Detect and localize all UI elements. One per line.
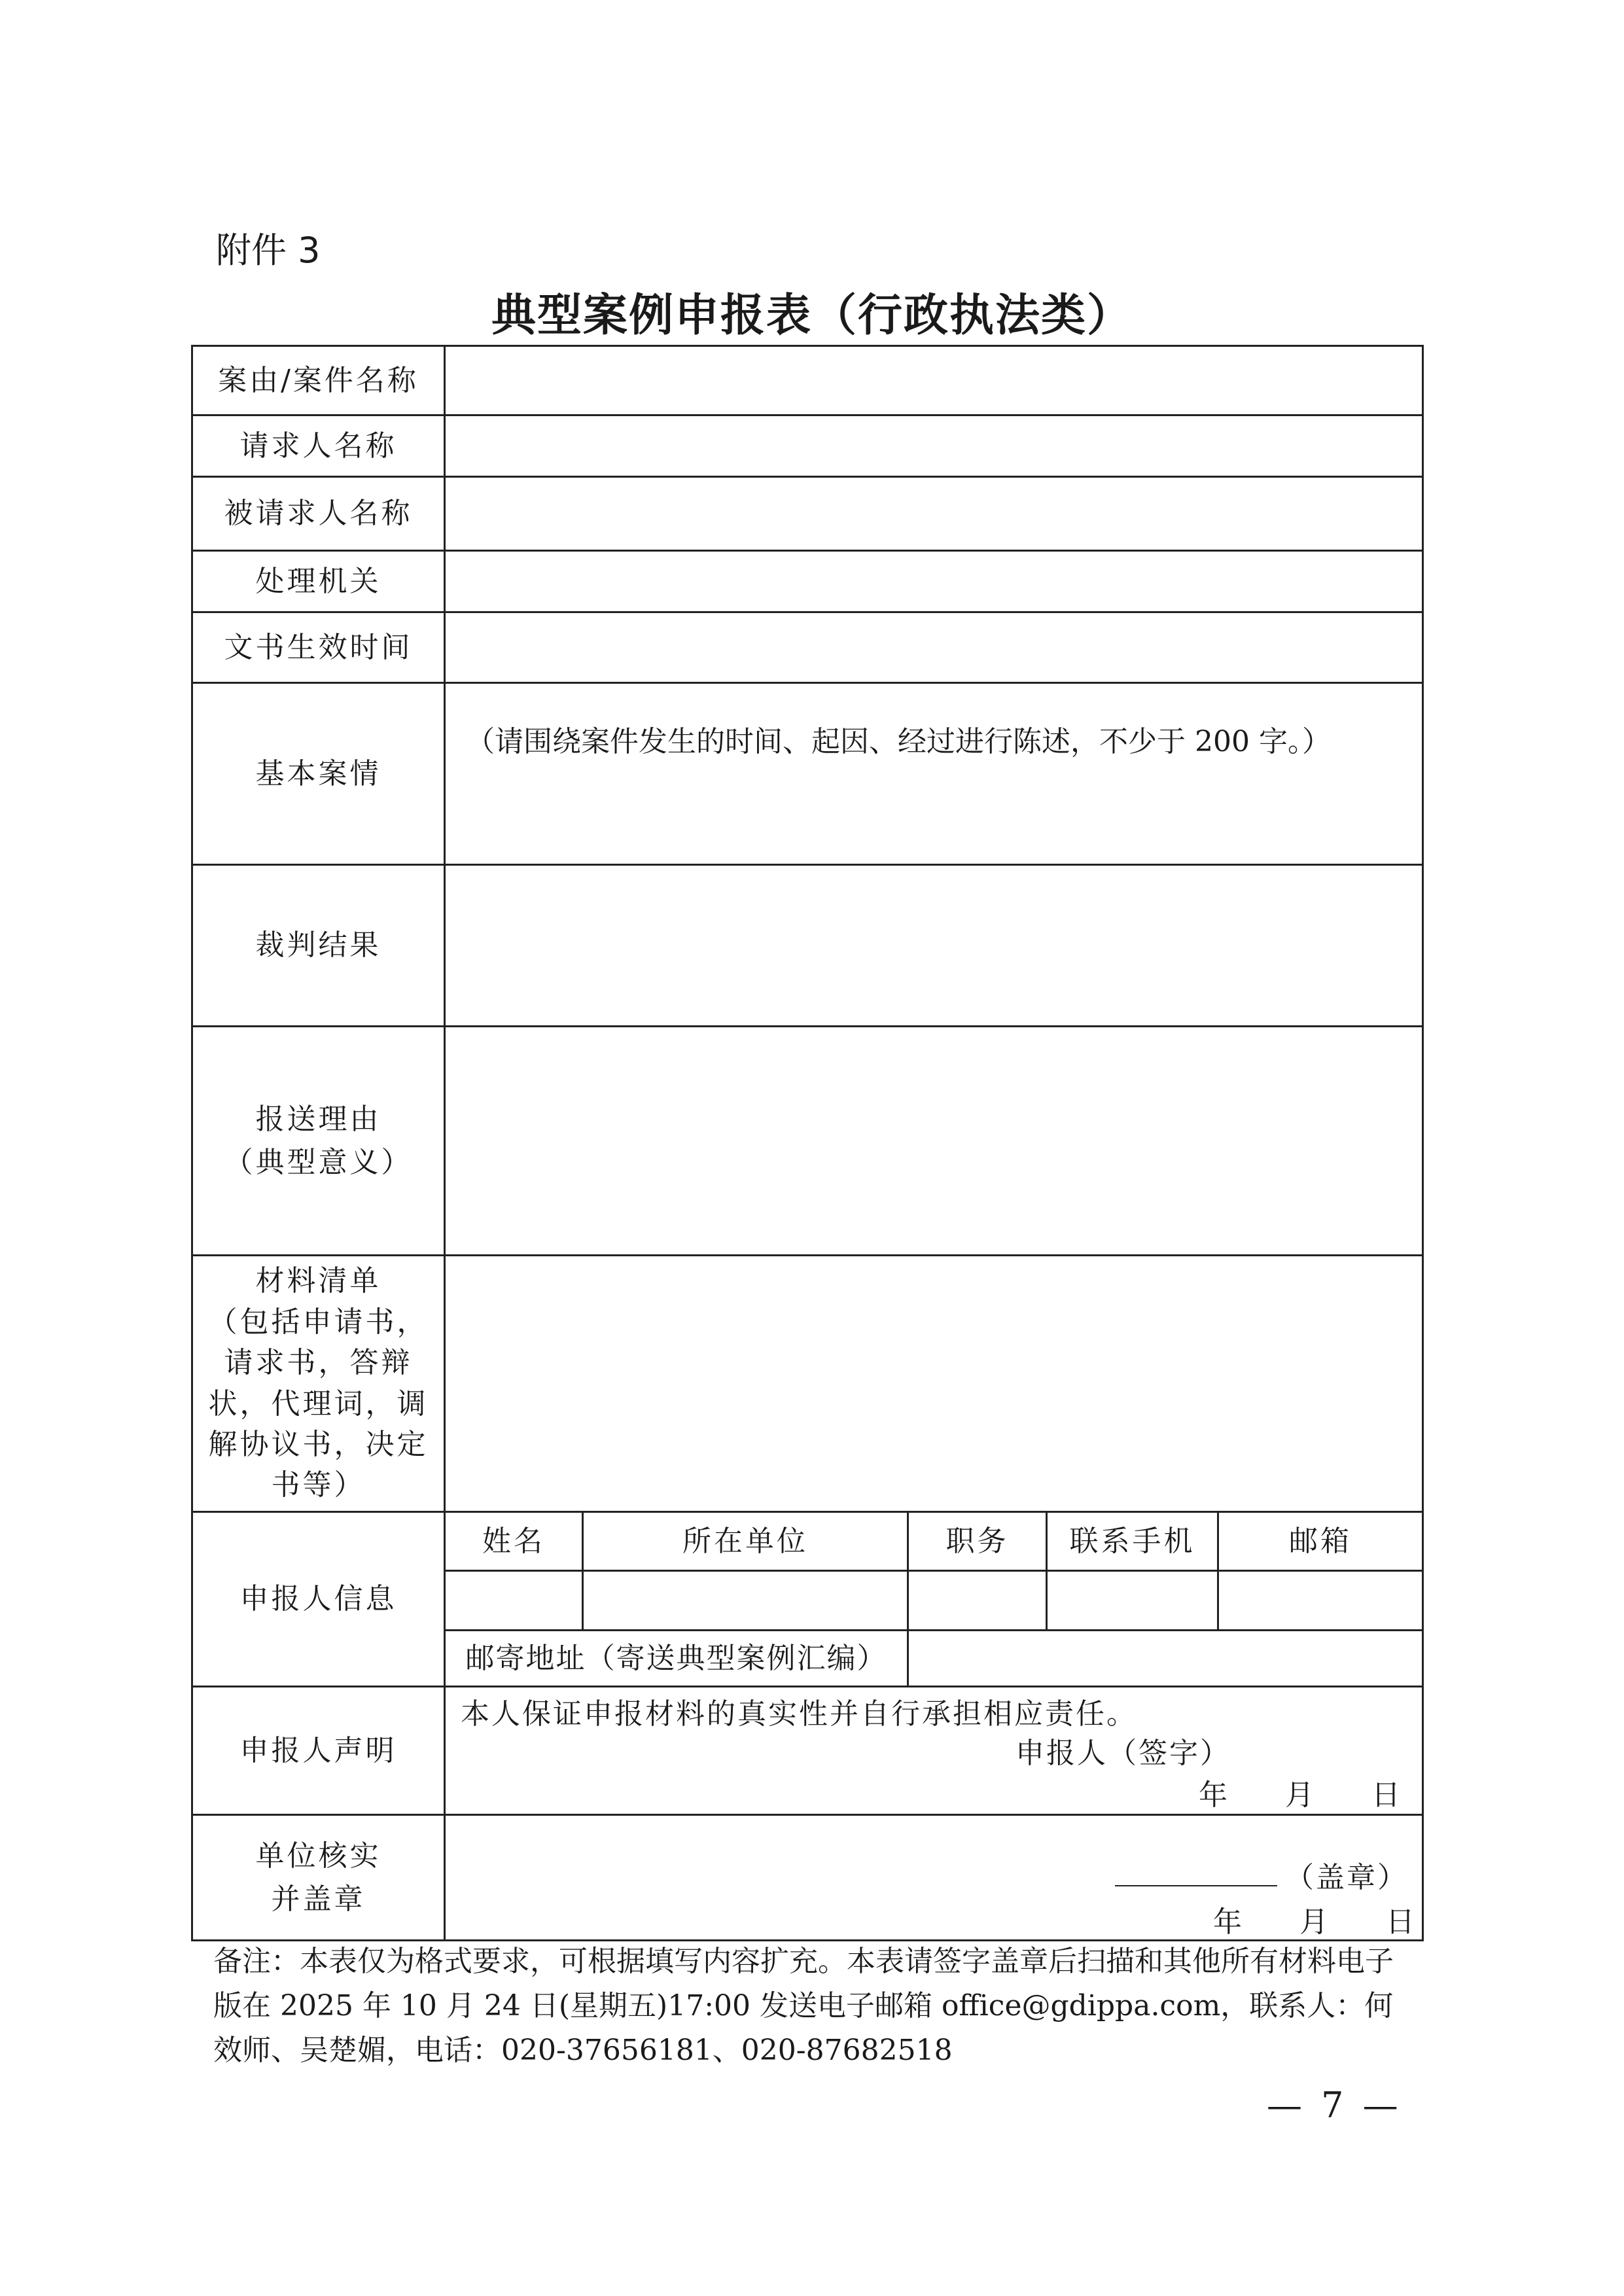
material-list-field[interactable] [446,1256,1422,1511]
label-line: （典型意义） [224,1145,413,1179]
label-material-list [193,1256,444,1511]
header-position: 职务 [945,1524,1009,1558]
declaration-signature-label: 申报人（签字） [1015,1737,1231,1770]
header-name: 姓名 [482,1524,545,1558]
header-mobile: 联系手机 [1069,1524,1195,1558]
mailing-address-label: 邮寄地址（寄送典型案例汇编） [465,1641,887,1675]
effective-date-field[interactable] [446,613,1422,682]
submission-reason-field[interactable] [446,1027,1422,1254]
label-line: 报送理由 [255,1102,381,1136]
applicant-position-field[interactable] [909,1572,1046,1629]
label-line: 材料清单 [255,1264,381,1298]
handling-authority-field[interactable] [446,552,1422,611]
page-number: — 7 — [1267,2085,1402,2126]
label-line: 并盖章 [271,1882,366,1916]
label-applicant-info: 申报人信息 [239,1582,397,1616]
attachment-label: 附件 3 [216,230,321,271]
applicant-mobile-field[interactable] [1048,1572,1217,1629]
header-organization: 所在单位 [682,1524,808,1558]
label-case-name: 案由/案件名称 [218,363,419,397]
mailing-address-field[interactable] [909,1631,1422,1686]
label-line: 单位核实 [255,1839,381,1873]
label-line: 状，代理词，调 [208,1386,429,1421]
label-line: 请求书，答辩 [224,1346,413,1380]
label-unit-verification [193,1816,444,1939]
applicant-organization-field[interactable] [584,1572,907,1629]
page-title: 典型案例申报表（行政执法类） [491,289,1133,342]
label-requester-name: 请求人名称 [239,429,397,463]
label-respondent-name: 被请求人名称 [224,497,413,530]
applicant-email-field[interactable] [1219,1572,1422,1629]
label-handling-authority: 处理机关 [255,564,381,598]
requester-name-field[interactable] [446,416,1422,476]
basic-facts-hint: （请围绕案件发生的时间、起因、经过进行陈述，不少于 200 字。） [466,725,1331,758]
application-form [191,345,1424,1941]
remark-note: 备注：本表仅为格式要求，可根据填写内容扩充。本表请签字盖章后扫描和其他所有材料电子版在 2025 年 10 月 24 日(星期五)17:00 发送电子邮箱 office@gdippa.com，联系人：何效师、吴楚媚，电话：020-37656181、020-87682518 [213,1945,1394,2067]
label-effective-date: 文书生效时间 [224,630,413,664]
seal-label: （盖章） [1285,1861,1408,1894]
ruling-result-field[interactable] [446,866,1422,1025]
label-applicant-declaration: 申报人声明 [239,1733,397,1767]
seal-underline [1115,1885,1277,1886]
label-line: 解协议书，决定 [208,1427,429,1461]
applicant-name-field[interactable] [446,1572,582,1629]
form-line [1422,345,1424,1941]
label-submission-reason [193,1027,444,1254]
label-line: （包括申请书， [208,1305,429,1339]
verification-date: 年 月 日 [1213,1905,1415,1939]
label-ruling-result: 裁判结果 [255,928,381,962]
declaration-date: 年 月 日 [1199,1778,1400,1812]
respondent-name-field[interactable] [446,478,1422,550]
declaration-statement: 本人保证申报材料的真实性并自行承担相应责任。 [461,1697,1137,1731]
case-name-field[interactable] [446,347,1422,414]
header-email: 邮箱 [1289,1524,1352,1558]
label-basic-facts: 基本案情 [255,756,381,790]
label-line: 书等） [271,1468,366,1502]
basic-facts-field[interactable] [446,777,1422,864]
